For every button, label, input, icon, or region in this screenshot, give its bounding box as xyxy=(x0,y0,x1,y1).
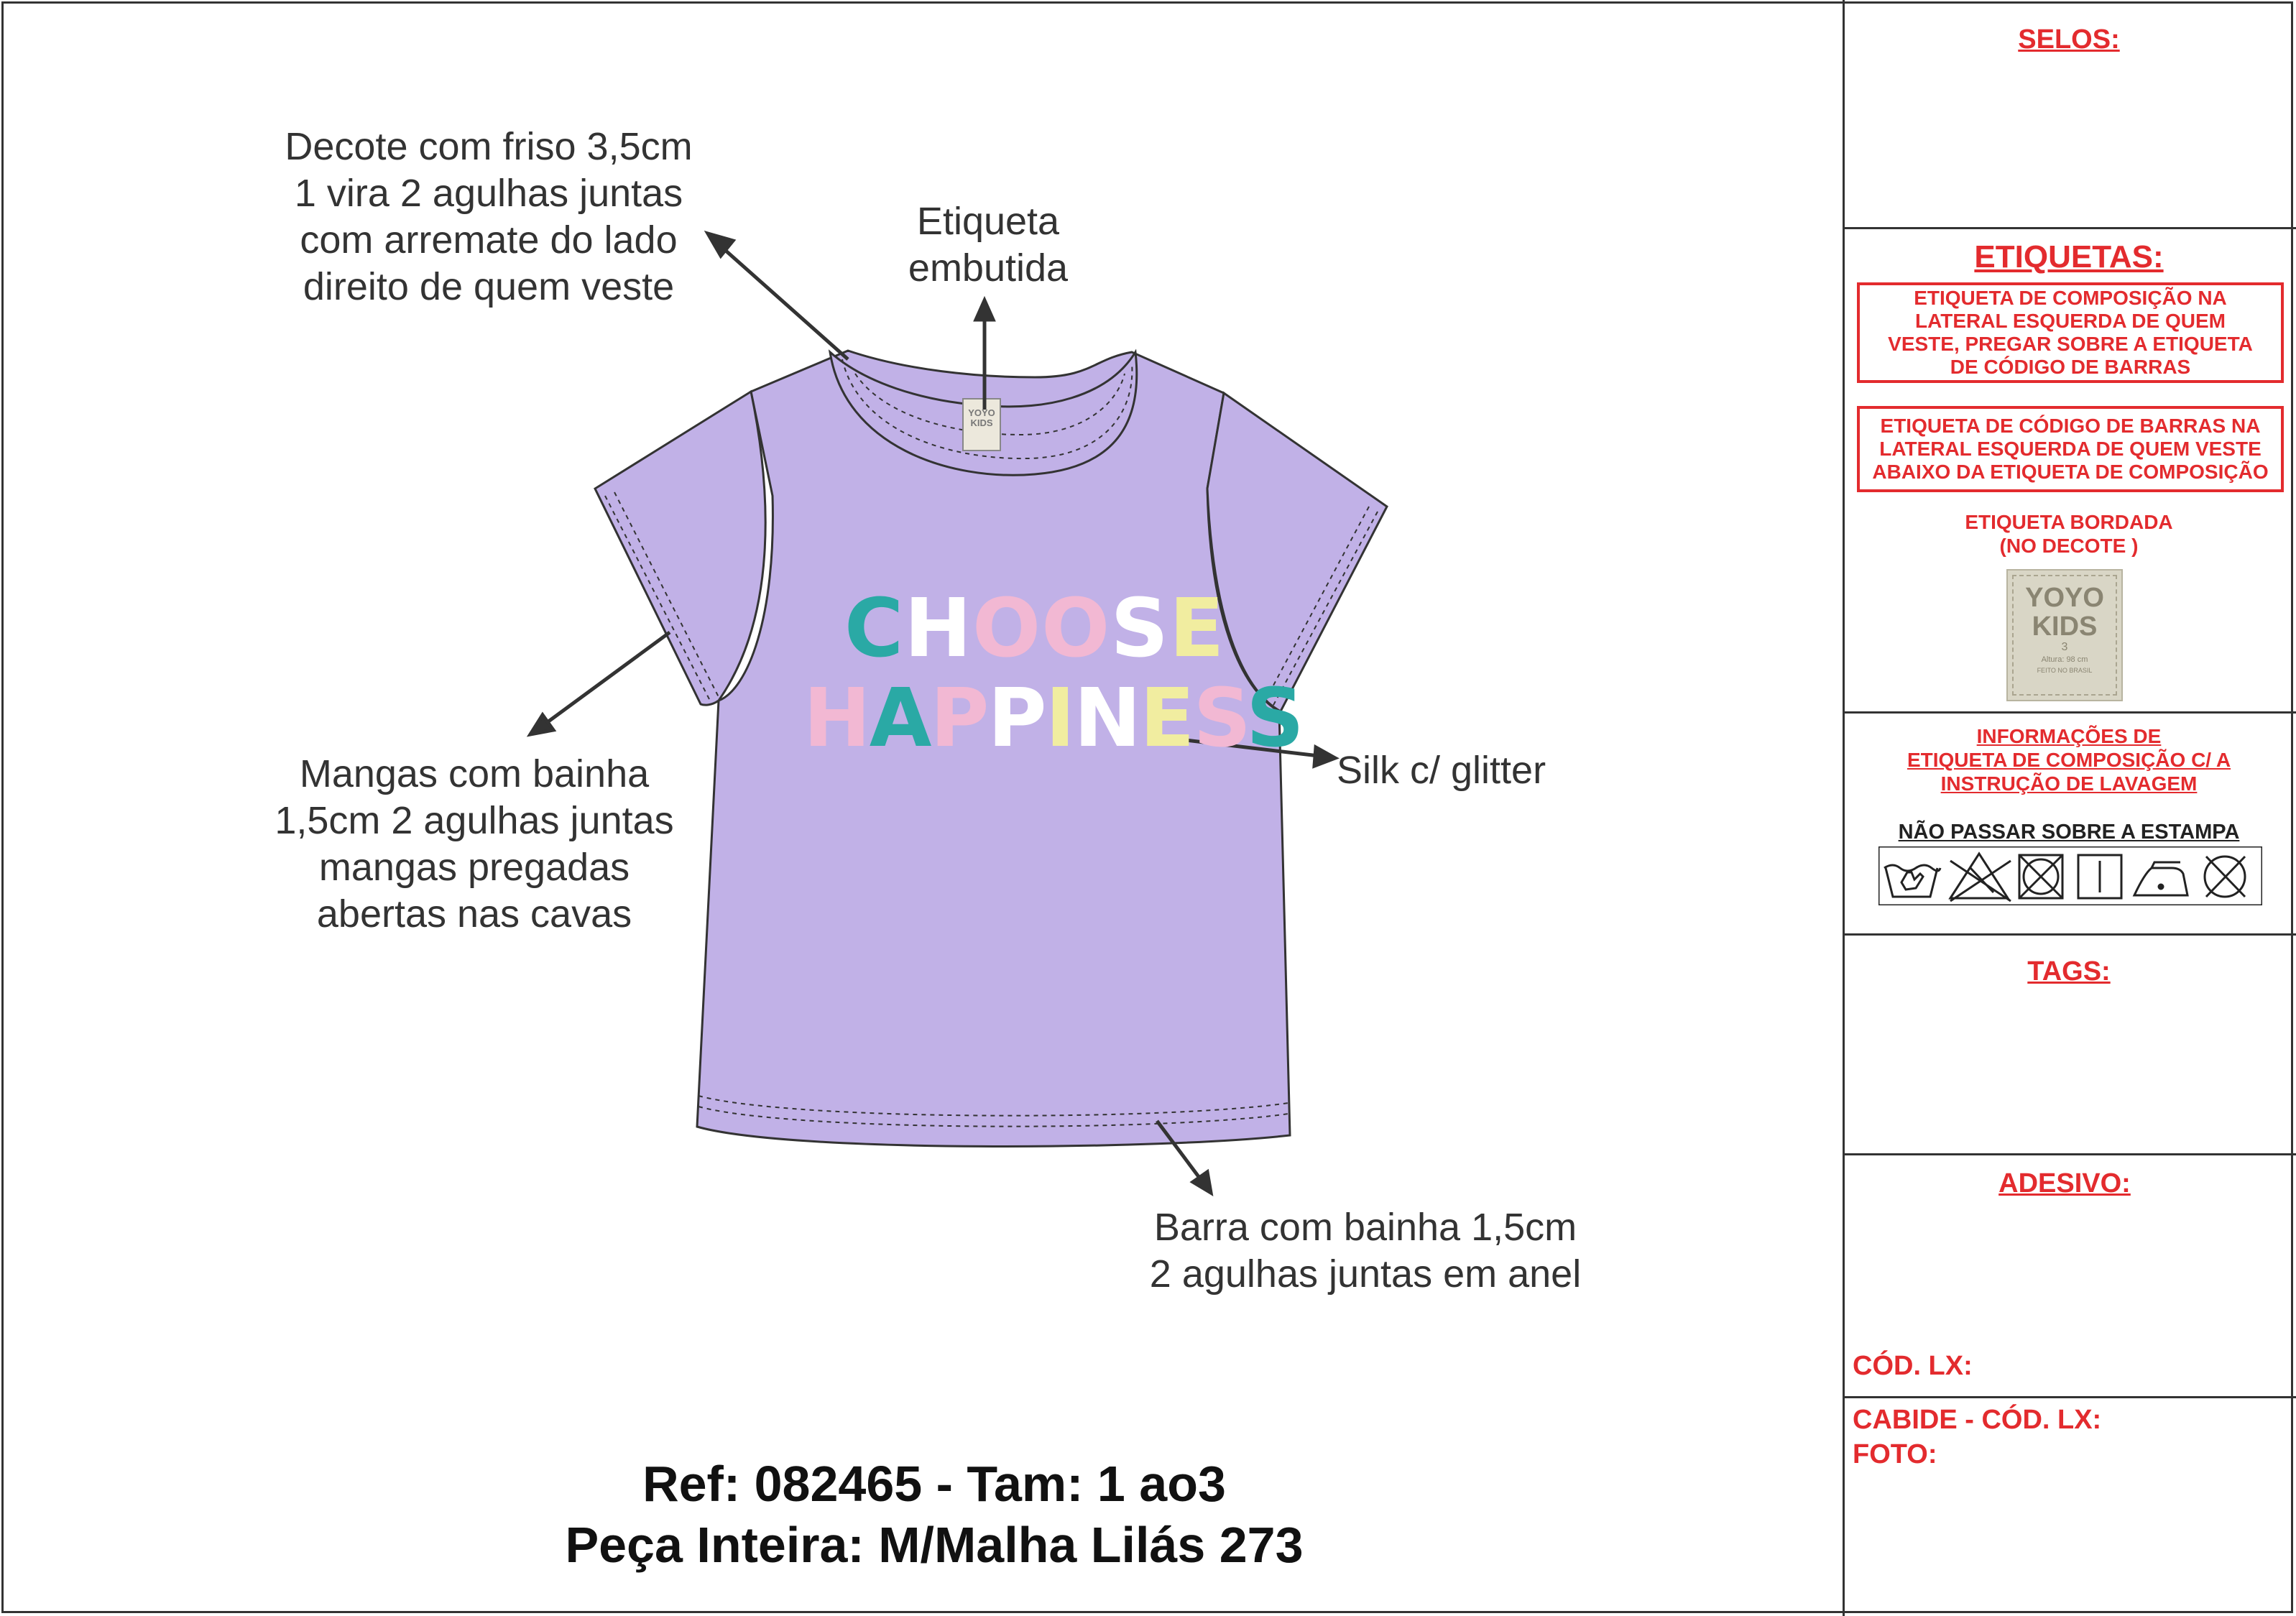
patch-made: FEITO NO BRASIL xyxy=(2037,667,2093,674)
print-letter: S xyxy=(1193,672,1247,765)
print-letter: H xyxy=(803,672,870,765)
bordada-line: ETIQUETA BORDADA xyxy=(1965,511,2173,533)
cabide-label: CABIDE - CÓD. LX: xyxy=(1853,1405,2102,1435)
callout-line: Silk c/ glitter xyxy=(1337,749,1546,792)
sidebar-rule xyxy=(1843,227,2296,229)
sidebar-rule xyxy=(1843,1396,2296,1398)
print-letter: H xyxy=(904,582,972,675)
print-letter: S xyxy=(1246,672,1303,765)
sidebar-rule xyxy=(1843,933,2296,936)
neck-label-text xyxy=(963,408,1000,428)
callout-line: direito de quem veste xyxy=(303,265,675,308)
callout-line: 2 agulhas juntas em anel xyxy=(1149,1252,1582,1296)
callout-line: Mangas com bainha xyxy=(299,752,650,795)
callout-line: 1 vira 2 agulhas juntas xyxy=(294,172,683,215)
print-letter: S xyxy=(1110,582,1170,675)
callout-line: com arremate do lado xyxy=(300,218,678,262)
foto-label: FOTO: xyxy=(1853,1439,1937,1469)
nao-passar-text: NÃO PASSAR SOBRE A ESTAMPA xyxy=(1898,821,2240,844)
patch-height: Altura: 98 cm xyxy=(2041,655,2088,664)
print-letter: O xyxy=(1041,582,1111,675)
box-line: ETIQUETA DE COMPOSIÇÃO NA xyxy=(1914,287,2227,309)
print-happiness xyxy=(803,672,1303,765)
selos-title: SELOS: xyxy=(2018,24,2120,55)
callout-line: Decote com friso 3,5cm xyxy=(285,125,693,168)
bordada-text xyxy=(1843,510,2295,558)
composicao-box xyxy=(1857,282,2284,383)
sidebar-rule xyxy=(1843,711,2296,714)
callout-print xyxy=(1337,747,1588,794)
tags-title: TAGS: xyxy=(2027,956,2111,987)
box-line: LATERAL ESQUERDA DE QUEM xyxy=(1915,310,2226,332)
barras-box xyxy=(1857,406,2284,492)
print-letter: E xyxy=(1140,672,1194,765)
callout-hem xyxy=(1092,1204,1638,1298)
print-letter: I xyxy=(1045,672,1074,765)
callout-line: embutida xyxy=(908,246,1069,290)
box-line: LATERAL ESQUERDA DE QUEM VESTE xyxy=(1879,438,2262,460)
info-line: INFORMAÇÕES DE xyxy=(1976,725,2162,747)
print-letter: P xyxy=(930,672,988,765)
print-letter: C xyxy=(844,582,905,675)
neck-label-line2: KIDS xyxy=(970,417,993,428)
callout-sleeves xyxy=(223,751,726,938)
cod-lx-label: CÓD. LX: xyxy=(1853,1351,1973,1381)
callout-line: Barra com bainha 1,5cm xyxy=(1153,1206,1577,1249)
bordada-line: (NO DECOTE ) xyxy=(1999,535,2139,557)
patch-line1: YOYO xyxy=(2025,583,2104,613)
box-line: DE CÓDIGO DE BARRAS xyxy=(1950,356,2191,378)
callout-line: 1,5cm 2 agulhas juntas xyxy=(275,799,674,842)
neck-label-line1: YOYO xyxy=(968,407,995,418)
embroidered-patch xyxy=(2006,569,2123,701)
callout-neckline xyxy=(237,124,740,310)
tshirt-left-sleeve xyxy=(595,392,765,705)
patch-line2: KIDS xyxy=(2032,611,2098,642)
adesivo-title: ADESIVO: xyxy=(1998,1168,2131,1199)
info-line: INSTRUÇÃO DE LAVAGEM xyxy=(1940,772,2198,795)
callout-line: Etiqueta xyxy=(916,200,1060,243)
callout-line: mangas pregadas xyxy=(318,846,630,889)
callout-line: abertas nas cavas xyxy=(316,892,632,936)
callout-label xyxy=(844,198,1132,292)
care-symbols xyxy=(1878,846,2262,905)
etiquetas-title: ETIQUETAS: xyxy=(1974,239,2164,274)
reference-line1: Ref: 082465 - Tam: 1 ao3 xyxy=(642,1456,1226,1512)
print-letter: E xyxy=(1169,582,1225,675)
patch-size: 3 xyxy=(2061,641,2068,653)
box-line: VESTE, PREGAR SOBRE A ETIQUETA xyxy=(1888,333,2253,355)
print-letter: O xyxy=(972,582,1042,675)
print-letter: A xyxy=(869,672,931,765)
print-letter: P xyxy=(987,672,1046,765)
informacoes-text xyxy=(1843,724,2295,795)
sidebar-rule xyxy=(1843,1153,2296,1155)
box-line: ETIQUETA DE CÓDIGO DE BARRAS NA xyxy=(1880,415,2261,437)
print-choose xyxy=(844,582,1225,675)
reference-line2: Peça Inteira: M/Malha Lilás 273 xyxy=(565,1517,1304,1573)
print-letter: N xyxy=(1074,672,1140,765)
box-line: ABAIXO DA ETIQUETA DE COMPOSIÇÃO xyxy=(1872,461,2269,483)
info-line: ETIQUETA DE COMPOSIÇÃO C/ A xyxy=(1907,749,2231,771)
